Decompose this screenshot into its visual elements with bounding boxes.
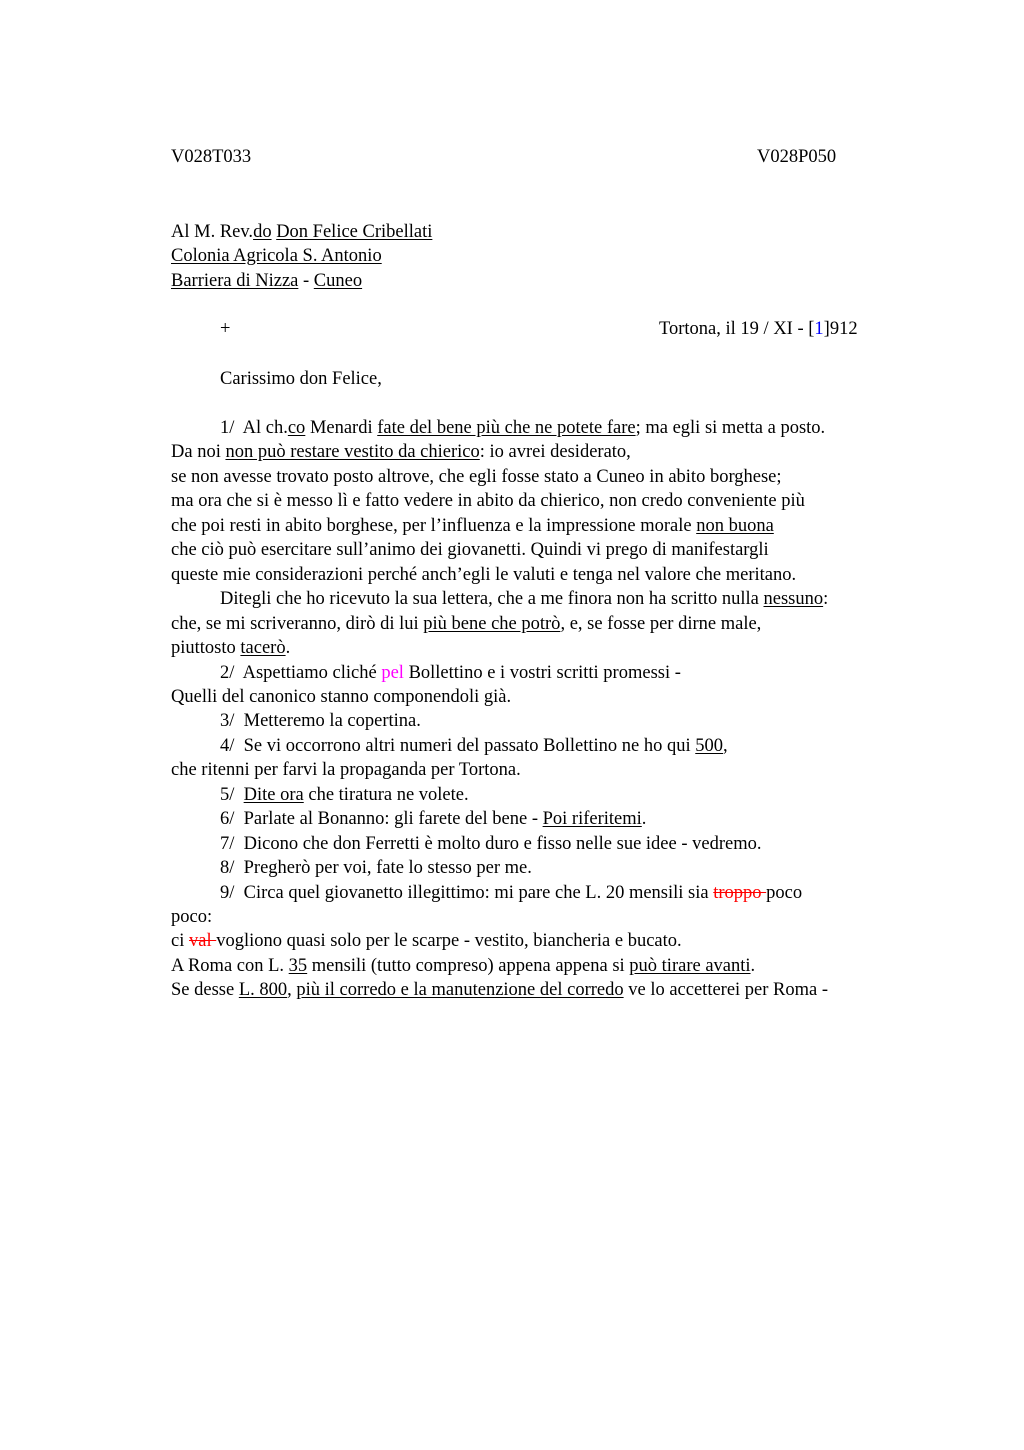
body-line: 5/ Dite ora che tiratura ne volete. — [220, 785, 469, 805]
body-line: 1/ Al ch.co Menardi fate del bene più che ne potete fare; ma egli si metta a posto. — [220, 418, 826, 438]
body-line: 9/ Circa quel giovanetto illegittimo: mi pare che L. 20 mensili sia troppo poco — [220, 883, 803, 903]
body-line: ma ora che si è messo lì e fatto vedere in abito da chierico, non credo conveniente più — [171, 491, 805, 511]
body-line: 4/ Se vi occorrono altri numeri del passato Bollettino ne ho qui 500, — [220, 736, 728, 756]
inserted-word: pel — [381, 663, 404, 683]
dateline-place-date: Tortona, il 19 / XI - [1]912 — [659, 319, 858, 339]
body-line: queste mie considerazioni perché anch’egli le valuti e tenga nel valore che meritano. — [171, 565, 797, 585]
body-line: ci val vogliono quasi solo per le scarpe - vestito, biancheria e bucato. — [171, 931, 682, 951]
body-line: che ciò può esercitare sull’animo dei giovanetti. Quindi vi prego di manifestargli — [171, 540, 769, 560]
address-line-2: Colonia Agricola S. Antonio — [171, 246, 382, 266]
body-line: che ritenni per farvi la propaganda per Tortona. — [171, 760, 521, 780]
address-line-3: Barriera di Nizza - Cuneo — [171, 271, 363, 291]
body-line: Da noi non può restare vestito da chierico: io avrei desiderato, — [171, 442, 631, 462]
body-line: poco: — [171, 907, 213, 927]
body-line: A Roma con L. 35 mensili (tutto compreso) appena appena si può tirare avanti. — [171, 956, 756, 976]
body-line: che poi resti in abito borghese, per l’influenza e la impressione morale non buona — [171, 516, 774, 536]
body-line: se non avesse trovato posto altrove, che egli fosse stato a Cuneo in abito borghese; — [171, 467, 782, 487]
body-line: 6/ Parlate al Bonanno: gli farete del bene - Poi riferitemi. — [220, 809, 647, 829]
body-line: Quelli del canonico stanno componendoli già. — [171, 687, 512, 707]
address-line-1: Al M. Rev.do Don Felice Cribellati — [171, 222, 433, 242]
body-line: piuttosto tacerò. — [171, 638, 291, 658]
body-line: Se desse L. 800, più il corredo e la manutenzione del corredo ve lo accetterei per Roma - — [171, 980, 829, 1000]
body-line: che, se mi scriveranno, dirò di lui più bene che potrò, e, se fosse per dirne male, — [171, 614, 762, 634]
document-code-left: V028T033 — [171, 147, 252, 167]
body-line: 8/ Pregherò per voi, fate lo stesso per me. — [220, 858, 532, 878]
deleted-word: val — [188, 931, 217, 951]
body-line: 2/ Aspettiamo cliché pel Bollettino e i vostri scritti promessi - — [220, 663, 681, 683]
body-line: 3/ Metteremo la copertina. — [220, 711, 421, 731]
salutation: Carissimo don Felice, — [220, 369, 382, 389]
body-line: 7/ Dicono che don Ferretti è molto duro e fisso nelle sue idee - vedremo. — [220, 834, 762, 854]
body-line: Ditegli che ho ricevuto la sua lettera, che a me finora non ha scritto nulla nessuno: — [220, 589, 829, 609]
deleted-word: troppo — [713, 883, 767, 903]
cross-symbol: + — [220, 319, 231, 339]
document-code-right: V028P050 — [757, 147, 837, 167]
